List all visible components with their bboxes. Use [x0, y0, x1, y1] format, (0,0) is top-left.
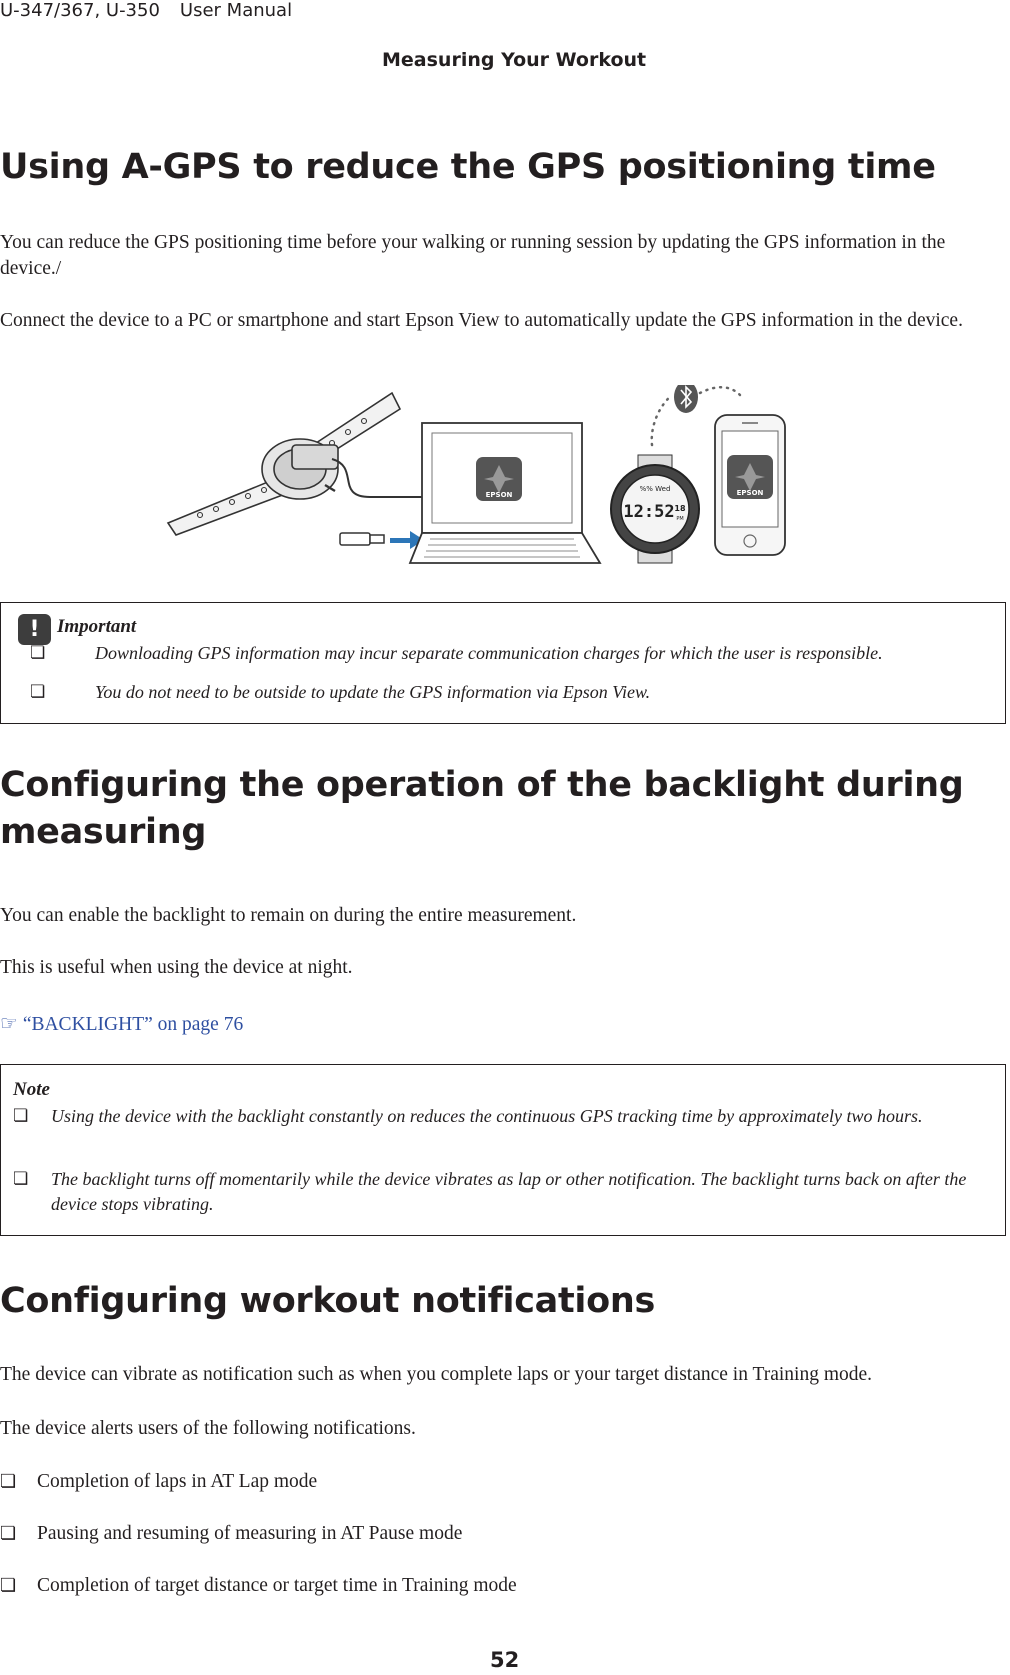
laptop-epson-logo: EPSON [485, 491, 513, 499]
watch-ampm: PM [676, 516, 684, 522]
checkbox-icon: ❏ [30, 643, 46, 663]
checkbox-icon: ❏ [13, 1169, 29, 1189]
important-item-2: You do not need to be outside to update the GPS information via Epson View. [95, 682, 651, 702]
note-title: Note [13, 1079, 50, 1100]
list-item [0, 1469, 317, 1495]
agps-heading: Using A-GPS to reduce the GPS positioning time [0, 147, 936, 187]
backlight-paragraph-2: This is useful when using the device at night. [0, 957, 353, 978]
list-item [0, 1521, 462, 1547]
note-item-1: Using the device with the backlight constantly on reduces the continuous GPS tracking time by approximately two hours. [51, 1106, 923, 1126]
note-box [0, 1064, 1006, 1236]
important-icon: ! [18, 614, 51, 645]
backlight-heading-line-2: measuring [0, 812, 207, 852]
backlight-heading [0, 762, 964, 856]
notification-item-1: Completion of laps in AT Lap mode [37, 1471, 318, 1492]
note-item-2: The backlight turns off momentarily while the device vibrates as lap or other notification. The backlight turns back on after the device stops vibrating. [51, 1169, 967, 1214]
important-box [0, 602, 1006, 724]
backlight-heading-line-1: Configuring the operation of the backlight during [0, 765, 964, 805]
smartphone-illustration [715, 415, 785, 555]
page-number: 52 [490, 1648, 520, 1672]
device-sync-illustration [160, 385, 840, 575]
notifications-heading: Configuring workout notifications [0, 1281, 656, 1321]
watch-seconds: 18 [674, 504, 686, 513]
running-header [0, 0, 292, 21]
agps-paragraph-2: Connect the device to a PC or smartphone and start Epson View to automatically update the GPS information in the device. [0, 310, 963, 331]
agps-paragraph-1: You can reduce the GPS positioning time before your walking or running session by updating the GPS information in the device./ [0, 232, 946, 279]
pointing-hand-icon: ☞ [0, 1011, 18, 1035]
list-item [0, 1573, 517, 1599]
notifications-paragraph-1: The device can vibrate as notification such as when you complete laps or your target distance in Training mode. [0, 1364, 873, 1385]
checkbox-icon: ❏ [0, 1575, 17, 1596]
backlight-xref [0, 1010, 1005, 1038]
laptop-illustration [410, 423, 600, 563]
checkbox-icon: ❏ [30, 682, 46, 702]
backlight-page-link[interactable]: “BACKLIGHT” on page 76 [22, 1014, 244, 1035]
header-model: U-347/367, U-350 [0, 0, 160, 21]
checkbox-icon: ❏ [13, 1106, 29, 1126]
watch-time: 12:52 [623, 502, 675, 522]
important-title: Important [57, 616, 137, 637]
notification-item-3: Completion of target distance or target time in Training mode [37, 1575, 517, 1596]
phone-epson-logo: EPSON [736, 489, 764, 497]
checkbox-icon: ❏ [0, 1523, 17, 1544]
watch-top-text: %% Wed [639, 485, 671, 493]
usb-plug-illustration [340, 533, 384, 545]
notification-item-2: Pausing and resuming of measuring in AT Pause mode [37, 1523, 463, 1544]
backlight-paragraph-1: You can enable the backlight to remain on during the entire measurement. [0, 905, 577, 926]
checkbox-icon: ❏ [0, 1471, 17, 1492]
important-item-1: Downloading GPS information may incur separate communication charges for which the user is responsible. [95, 643, 883, 663]
watch-illustration [611, 455, 699, 563]
header-manual: User Manual [179, 0, 293, 21]
header-section-title: Measuring Your Workout [382, 49, 647, 71]
notifications-paragraph-2: The device alerts users of the following notifications. [0, 1418, 416, 1439]
